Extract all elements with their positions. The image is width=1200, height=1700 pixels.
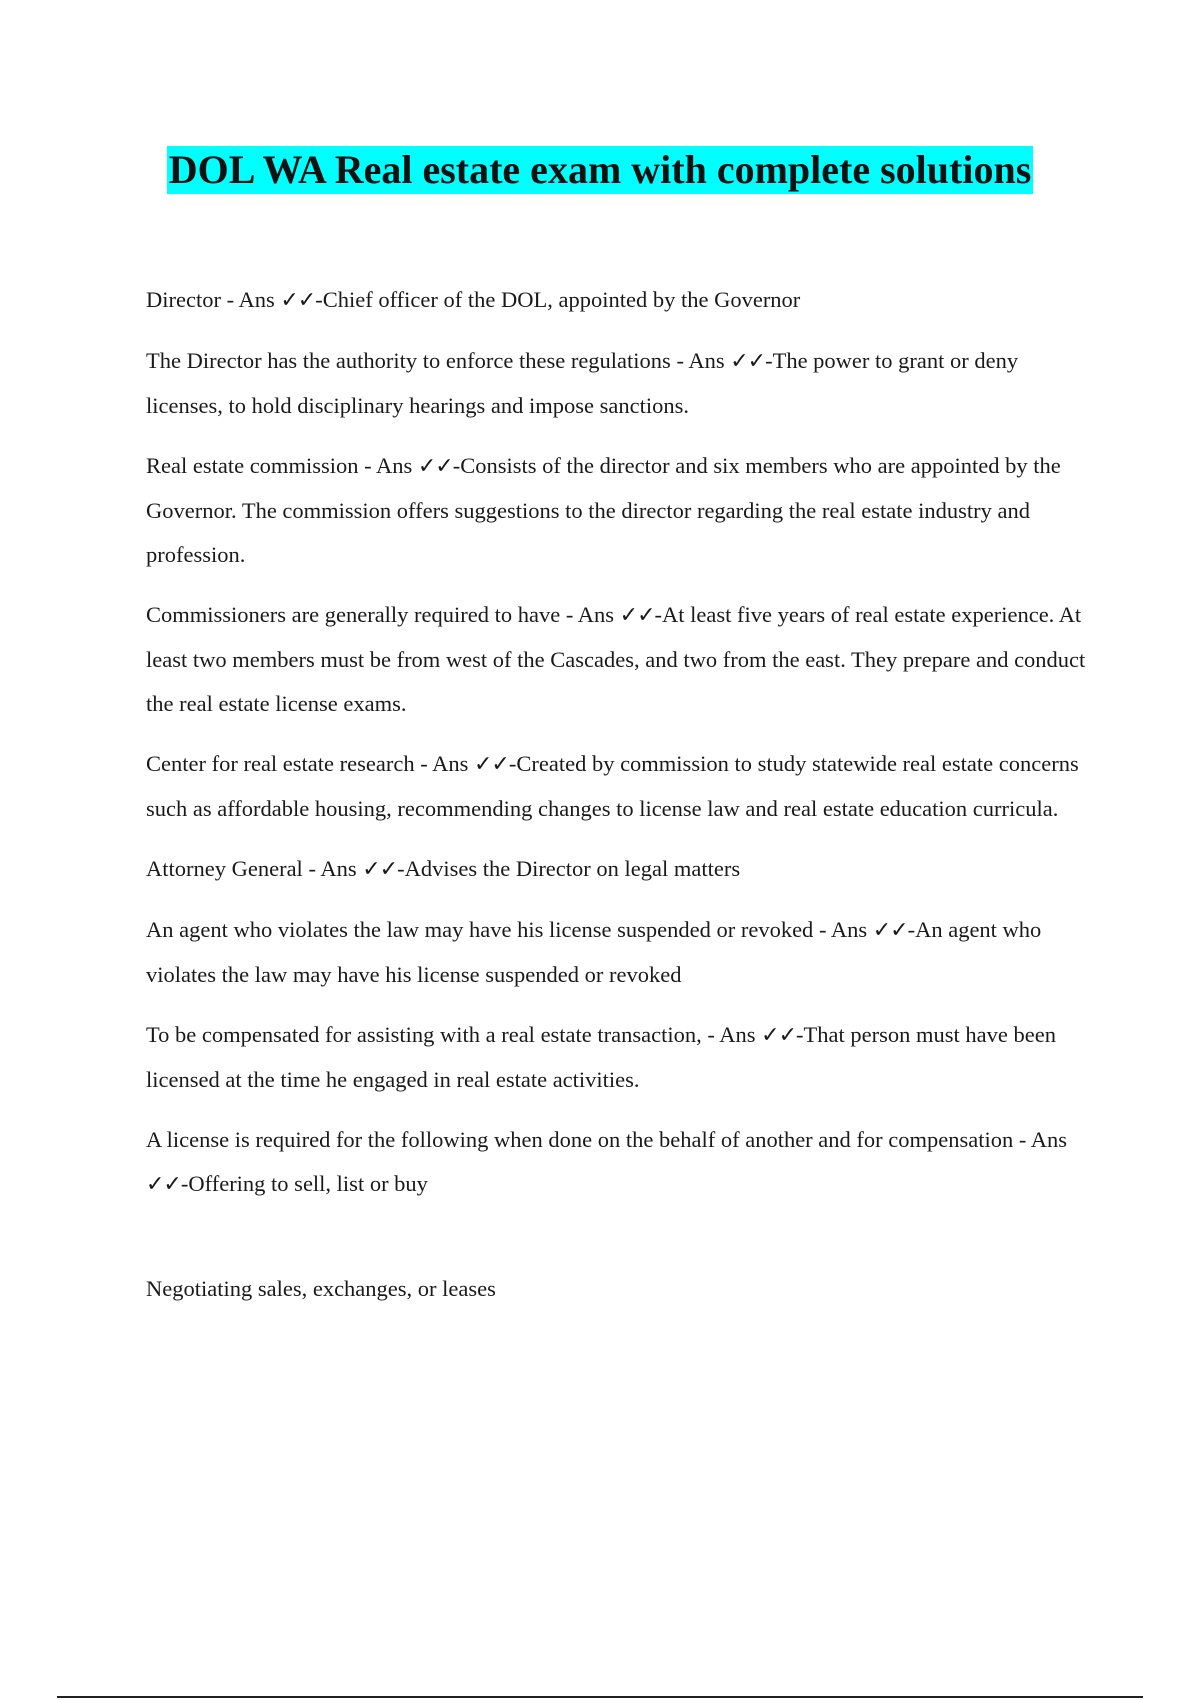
question-text: Center for real estate research (146, 751, 421, 776)
answer-text: Consists of the director and six members who are appointed by the Governor. The commission offers suggestions to the director regarding the real estate industry and profession. (146, 453, 1061, 567)
answer-prefix: - Ans (226, 287, 281, 312)
question-text: Commissioners are generally required to have (146, 602, 566, 627)
question-text: An agent who violates the law may have his license suspended or revoked (146, 917, 819, 942)
double-check-icon: ✓✓ (872, 918, 908, 943)
document-title: DOL WA Real estate exam with complete solutions (168, 147, 1032, 192)
question-text: The Director has the authority to enforce these regulations (146, 348, 677, 373)
question-text: To be compensated for assisting with a real estate transaction, (146, 1022, 708, 1047)
answer-text: Offering to sell, list or buy (188, 1171, 428, 1196)
answer-prefix: - Ans (676, 348, 731, 373)
answer-separator: - (765, 348, 773, 373)
answer-prefix: - Ans (1018, 1127, 1068, 1152)
answer-text: Created by commission to study statewide real estate concerns such as affordable housing, recommending changes to license law and real estate education curricula. (146, 751, 1079, 821)
qa-list (146, 278, 1096, 1327)
answer-text: That person must have been licensed at the time he engaged in real estate activities. (146, 1022, 1056, 1092)
qa-item-director (146, 278, 1096, 323)
answer-prefix: - Ans (308, 856, 363, 881)
answer-text: At least five years of real estate experience. At least two members must be from west of the Cascades, and two from the east. They prepare and conduct the real estate license exams. (146, 602, 1086, 716)
qa-item-director-authority (146, 339, 1096, 428)
answer-prefix: - Ans (818, 917, 873, 942)
double-check-icon: ✓✓ (730, 349, 766, 374)
question-text: Real estate commission (146, 453, 365, 478)
double-check-icon: ✓✓ (146, 1172, 181, 1197)
answer-text: The power to grant or deny licenses, to hold disciplinary hearings and impose sanctions. (146, 348, 1019, 418)
footer-divider (57, 1696, 1143, 1698)
answer-separator: - (452, 453, 461, 478)
answer-prefix: - Ans (420, 751, 474, 776)
answer-text: Chief officer of the DOL, appointed by the Governor (322, 287, 801, 312)
answer-prefix: - Ans (707, 1022, 762, 1047)
double-check-icon: ✓✓ (417, 454, 453, 479)
qa-item-agent-violation (146, 908, 1096, 997)
qa-item-real-estate-commission (146, 444, 1096, 577)
answer-separator: - (796, 1022, 804, 1047)
double-check-icon: ✓✓ (280, 288, 316, 313)
answer-separator: - (907, 917, 916, 942)
answer-separator: - (315, 287, 323, 312)
qa-item-commissioners (146, 593, 1096, 726)
qa-item-research-center (146, 742, 1096, 831)
answer-separator: - (508, 751, 517, 776)
answer-text: Advises the Director on legal matters (404, 856, 741, 881)
trailing-paragraph: Negotiating sales, exchanges, or leases (146, 1276, 496, 1301)
qa-item-license-required (146, 1118, 1096, 1207)
qa-item-compensation (146, 1013, 1096, 1102)
answer-text: An agent who violates the law may have his license suspended or revoked (146, 917, 1042, 987)
question-text: Director (146, 287, 227, 312)
double-check-icon: ✓✓ (619, 603, 655, 628)
title-container (0, 146, 1200, 194)
answer-prefix: - Ans (565, 602, 620, 627)
double-check-icon: ✓✓ (761, 1023, 797, 1048)
qa-item-attorney-general (146, 847, 1096, 892)
double-check-icon: ✓✓ (473, 752, 509, 777)
answer-separator: - (180, 1171, 189, 1196)
answer-separator: - (654, 602, 663, 627)
double-check-icon: ✓✓ (362, 857, 398, 882)
question-text: A license is required for the following when done on the behalf of another and for compensation (146, 1127, 1019, 1152)
answer-separator: - (397, 856, 405, 881)
answer-prefix: - Ans (364, 453, 418, 478)
question-text: Attorney General (146, 856, 309, 881)
